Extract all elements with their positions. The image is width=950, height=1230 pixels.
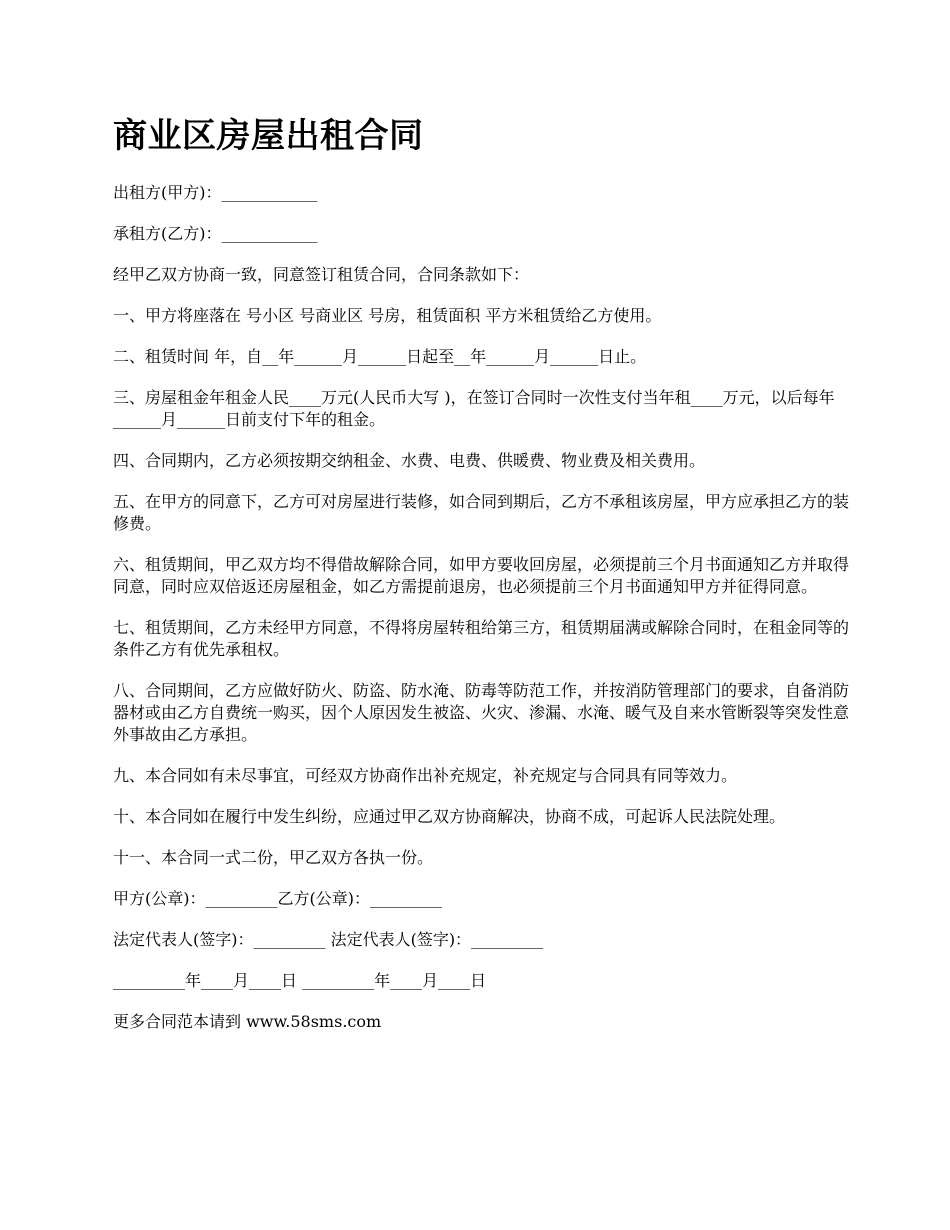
contract-page [113,112,853,1052]
clause-11: 十一、本合同一式二份，甲乙双方各执一份。 [113,848,434,867]
clause-5: 五、在甲方的同意下，乙方可对房屋进行装修，如合同到期后，乙方不承租该房屋，甲方应承担乙方的装修费。 [113,492,850,533]
clause-2: 二、租赁时间 年，自__年______月______日起至__年______月______日止。 [113,347,647,366]
clause-8: 八、合同期间，乙方应做好防火、防盗、防水淹、防毒等防范工作，并按消防管理部门的要求，自备消防器材或由乙方自费统一购买，因个人原因发生被盗、火灾、渗漏、水淹、暖气及自来水管断裂等突发性意外事故由乙方承担。 [113,681,850,744]
clause-9: 九、本合同如有未尽事宜，可经双方协商作出补充规定，补充规定与合同具有同等效力。 [113,766,738,785]
lessee-line: 承租方(乙方)：____________ [113,224,318,243]
intro-paragraph: 经甲乙双方协商一致，同意签订租赁合同，合同条款如下： [113,265,530,284]
footer-note: 更多合同范本请到 www.58sms.com [113,1012,382,1031]
clause-6: 六、租赁期间，甲乙双方均不得借故解除合同，如甲方要收回房屋，必须提前三个月书面通知乙方并取得同意，同时应双倍返还房屋租金，如乙方需提前退房，也必须提前三个月书面通知甲方并征得同意。 [113,555,850,596]
clause-7: 七、租赁期间，乙方未经甲方同意，不得将房屋转租给第三方，租赁期届满或解除合同时，在租金同等的条件乙方有优先承租权。 [113,618,850,659]
seal-line: 甲方(公章)：_________乙方(公章)：_________ [113,889,442,908]
clause-10: 十、本合同如在履行中发生纠纷，应通过甲乙双方协商解决，协商不成，可起诉人民法院处理。 [113,807,786,826]
signature-line: 法定代表人(签字)：_________ 法定代表人(签字)：_________ [113,930,544,949]
clause-3: 三、房屋租金年租金人民____万元(人民币大写 )，在签订合同时一次性支付当年租____万元，以后每年______月______日前支付下年的租金。 [113,388,835,429]
clause-1: 一、甲方将座落在 号小区 号商业区 号房，租赁面积 平方米租赁给乙方使用。 [113,306,662,325]
date-line: _________年____月____日 _________年____月____日 [113,971,487,990]
clause-4: 四、合同期内，乙方必须按期交纳租金、水费、电费、供暖费、物业费及相关费用。 [113,451,706,470]
document-title: 商业区房屋出租合同 [113,116,424,156]
lessor-line: 出租方(甲方)：____________ [113,183,318,202]
